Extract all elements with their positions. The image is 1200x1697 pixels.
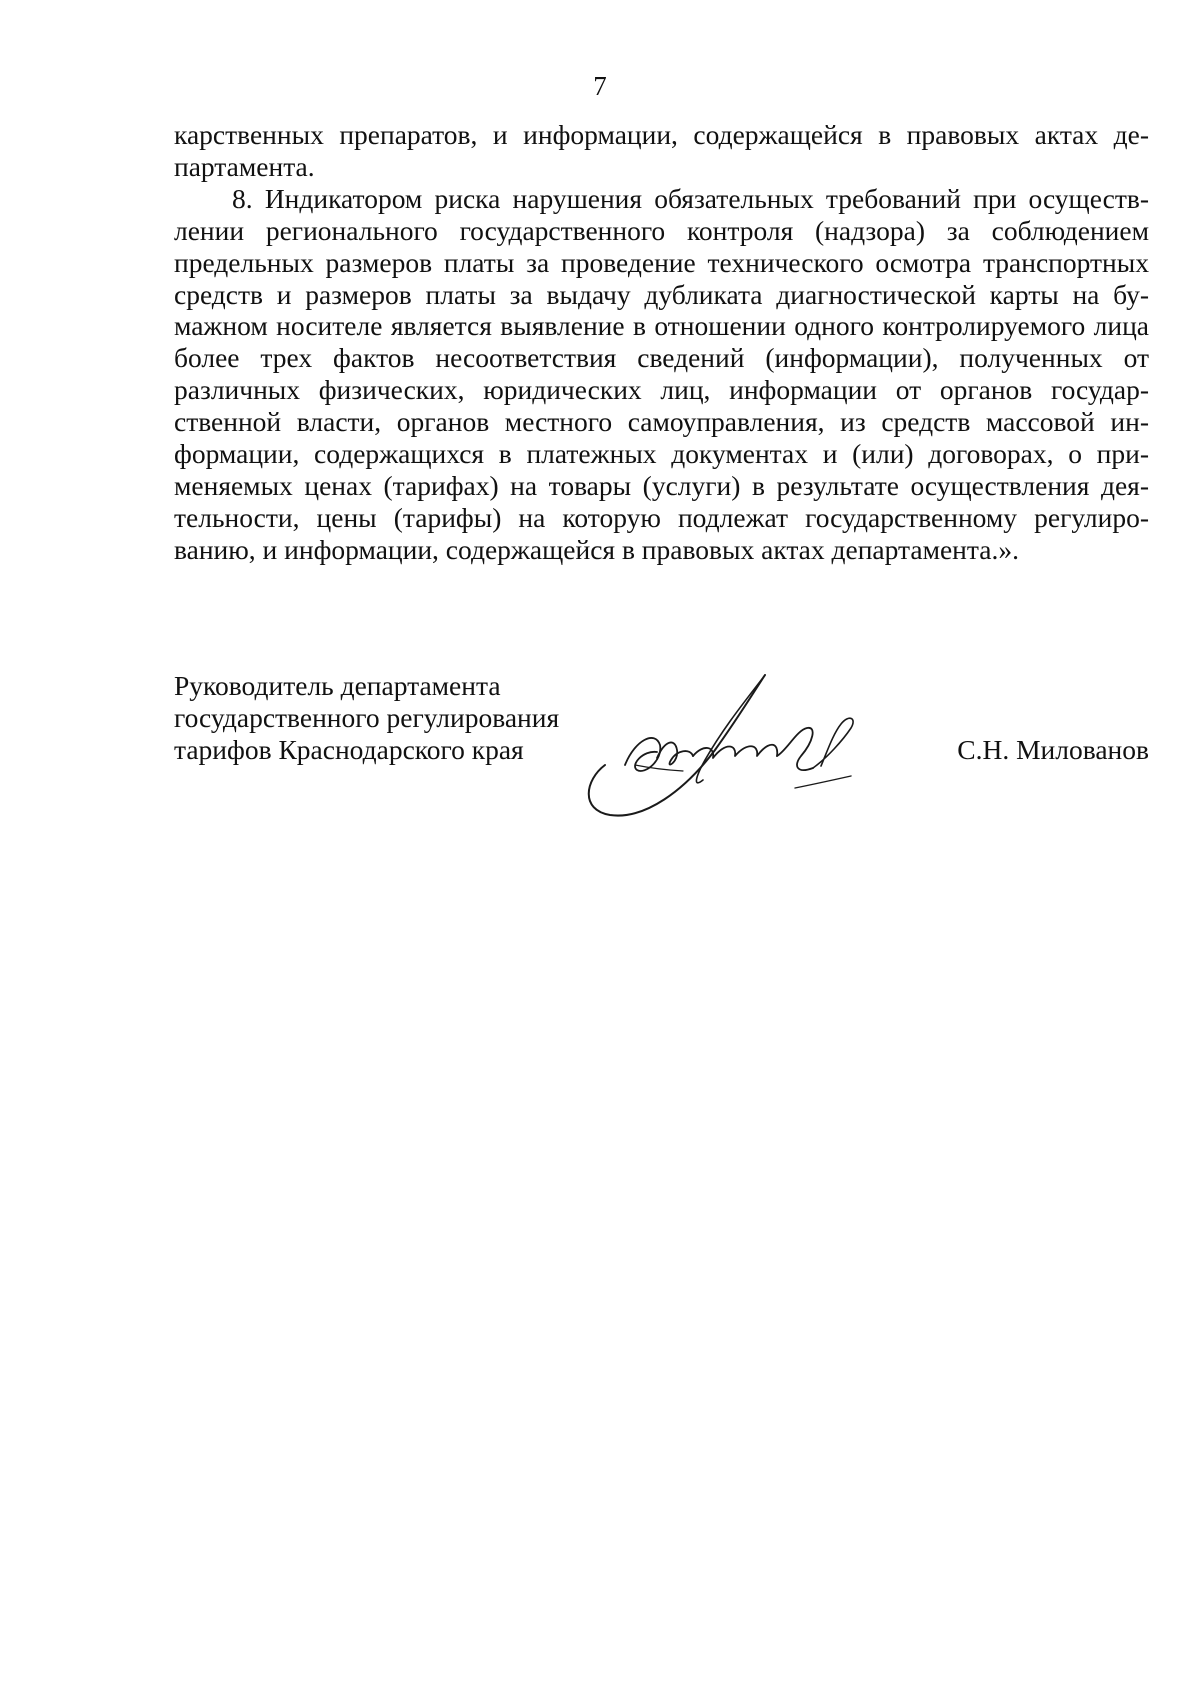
signature-strokes: [589, 675, 853, 816]
signatory-position-line: Руководитель департамента: [174, 670, 501, 701]
paragraph-item-8: 8. Индикатором риска нарушения обязательных требований при осуществлении регионального государственного контроля (надзора) за соблюдением предельных размеров платы за проведение технического осмотра транспортных средств и размеров платы за выдачу дубликата диагностической карты на бумажном носителе является выявление в отношении одного контролируемого лица более трех фактов несоответствия сведений (информации), полученных от различных физических, юридических лиц, информации от органов государственной власти, органов местного самоуправления, из средств массовой информации, содержащихся в платежных документах и (или) договорах, о применяемых ценах (тарифах) на товары (услуги) в результате осуществления деятельности, цены (тарифы) на которую подлежат государственному регулированию, и информации, содержащейся в правовых актах департамента.».: [174, 182, 1149, 565]
signature-stroke: [657, 742, 693, 764]
signature-stroke: [589, 675, 765, 816]
signature-stroke: [693, 745, 777, 758]
document-body: [174, 119, 1149, 566]
page-number: 7: [593, 71, 607, 101]
signature-stroke: [813, 718, 853, 768]
signature-stroke: [777, 728, 813, 770]
signatory-name: С.Н. Милованов: [957, 734, 1149, 765]
signatory-position-line: государственного регулирования: [174, 702, 560, 733]
paragraph-continuation: карственных препаратов, и информации, содержащейся в правовых актах департамента.: [174, 119, 1149, 182]
signatory-position: [174, 670, 594, 766]
signatory-position-line: тарифов Краснодарского края: [174, 734, 524, 765]
signature-stroke: [795, 776, 851, 788]
handwritten-signature: [565, 670, 885, 820]
